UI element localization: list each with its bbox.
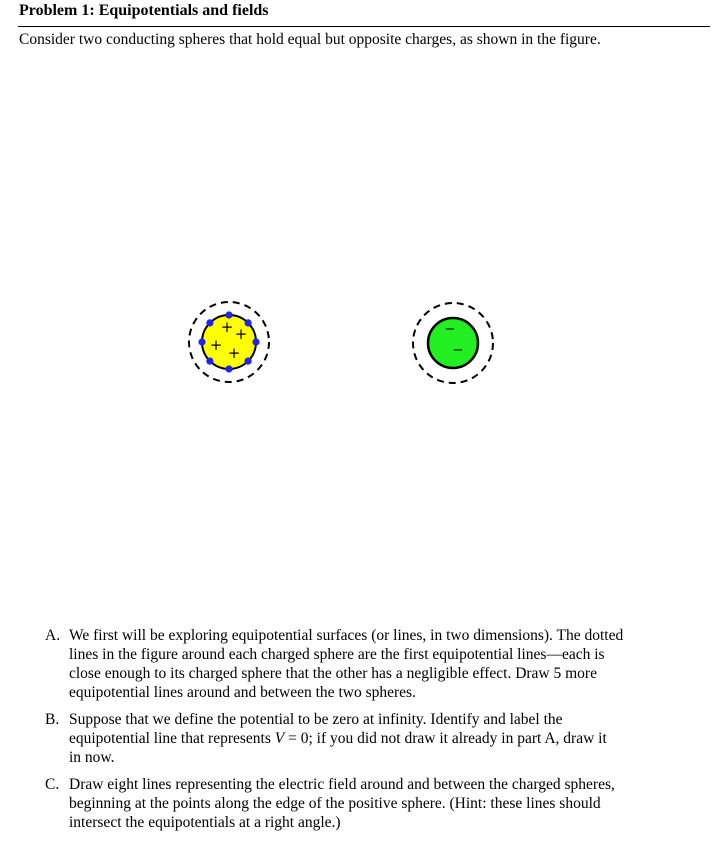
negative-sphere-group [413, 303, 493, 383]
question-text [69, 710, 669, 767]
question-line: equipotential lines around and between the two spheres. [69, 684, 416, 701]
question-text [69, 626, 669, 702]
question-line: in now. [69, 749, 115, 766]
problem-intro: Consider two conducting spheres that hold equal but opposite charges, as shown in the figure. [19, 31, 601, 48]
question-text-segment: ; if you did not draw it already in part A, draw it [308, 730, 607, 747]
edge-point-dot [206, 358, 213, 365]
question-letter: B. [45, 711, 60, 728]
question-letter: C. [45, 776, 60, 793]
potential-variable: V [274, 730, 285, 747]
positive-charge-symbol: + [220, 318, 234, 336]
edge-point-dot [225, 365, 232, 372]
edge-point-dot [198, 338, 205, 345]
positive-charge-symbol: + [234, 325, 248, 343]
question-line: beginning at the points along the edge of the positive sphere. (Hint: these lines should [69, 795, 601, 812]
question-line: intersect the equipotentials at a right angle.) [69, 814, 341, 831]
question-line: Draw eight lines representing the electric field around and between the charged spheres, [69, 776, 615, 793]
positive-sphere-group [189, 302, 269, 382]
positive-charge-symbol: + [227, 344, 241, 362]
negative-charge-symbol: − [444, 322, 456, 337]
edge-point-dot [252, 338, 259, 345]
problem-title: Problem 1: Equipotentials and fields [19, 2, 269, 19]
positive-charge-symbol: + [209, 336, 223, 354]
question-c [0, 775, 725, 832]
question-text [69, 775, 669, 832]
question-line: We first will be exploring equipotential surfaces (or lines, in two dimensions). The dotted [69, 627, 624, 644]
edge-point-dot [206, 319, 213, 326]
question-b [0, 710, 725, 767]
question-text-segment: = 0 [284, 730, 309, 747]
question-a [0, 626, 725, 702]
question-letter: A. [45, 627, 61, 644]
question-line: close enough to its charged sphere that the other has a negligible effect. Draw 5 more [69, 665, 597, 682]
question-list [0, 626, 725, 840]
question-line: lines in the figure around each charged sphere are the first equipotential lines—each is [69, 646, 605, 663]
edge-point-dot [245, 358, 252, 365]
question-line [69, 729, 669, 748]
question-text-segment: equipotential line that represents [69, 730, 275, 747]
question-line: Suppose that we define the potential to be zero at infinity. Identify and label the [69, 711, 563, 728]
negative-charge-symbol: − [452, 343, 464, 358]
